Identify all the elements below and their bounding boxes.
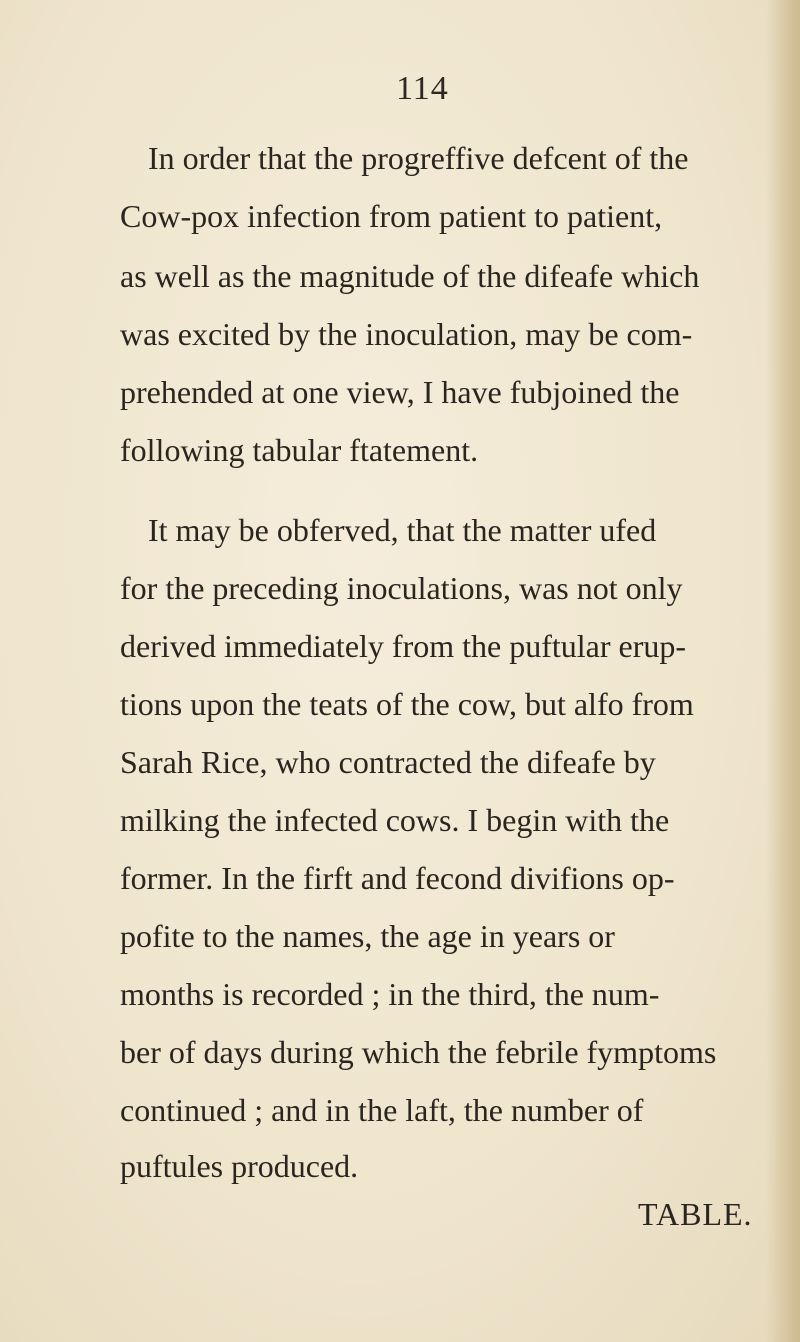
text-line: pofite to the names, the age in years or (120, 918, 615, 954)
text-line: for the preceding inoculations, was not only (120, 570, 683, 606)
text-line: ber of days during which the febrile fymptoms (120, 1034, 717, 1070)
text-line: In order that the progreffive defcent of the (148, 140, 689, 176)
page-number: 114 (396, 70, 449, 107)
text-line: Cow-pox infection from patient to patient, (120, 198, 663, 234)
text-line: derived immediately from the puftular erup- (120, 628, 687, 664)
text-line: prehended at one view, I have fubjoined the (120, 374, 680, 410)
text-line: Sarah Rice, who contracted the difeafe by (120, 744, 656, 780)
text-line: months is recorded ; in the third, the num- (120, 976, 660, 1012)
text-line: tions upon the teats of the cow, but alfo from (120, 686, 694, 722)
text-line: puftules produced. (120, 1148, 359, 1184)
text-line: continued ; and in the laft, the number of (120, 1092, 644, 1128)
text-line: was excited by the inoculation, may be com- (120, 316, 693, 352)
text-line: following tabular ftatement. (120, 432, 479, 468)
text-line: milking the infected cows. I begin with the (120, 802, 670, 838)
text-line: It may be obferved, that the matter ufed (148, 512, 657, 548)
page-edge-shadow (766, 0, 800, 1342)
catchword: TABLE. (638, 1196, 753, 1232)
text-line: former. In the firft and fecond divifions op- (120, 860, 675, 896)
text-line: as well as the magnitude of the difeafe which (120, 258, 700, 294)
